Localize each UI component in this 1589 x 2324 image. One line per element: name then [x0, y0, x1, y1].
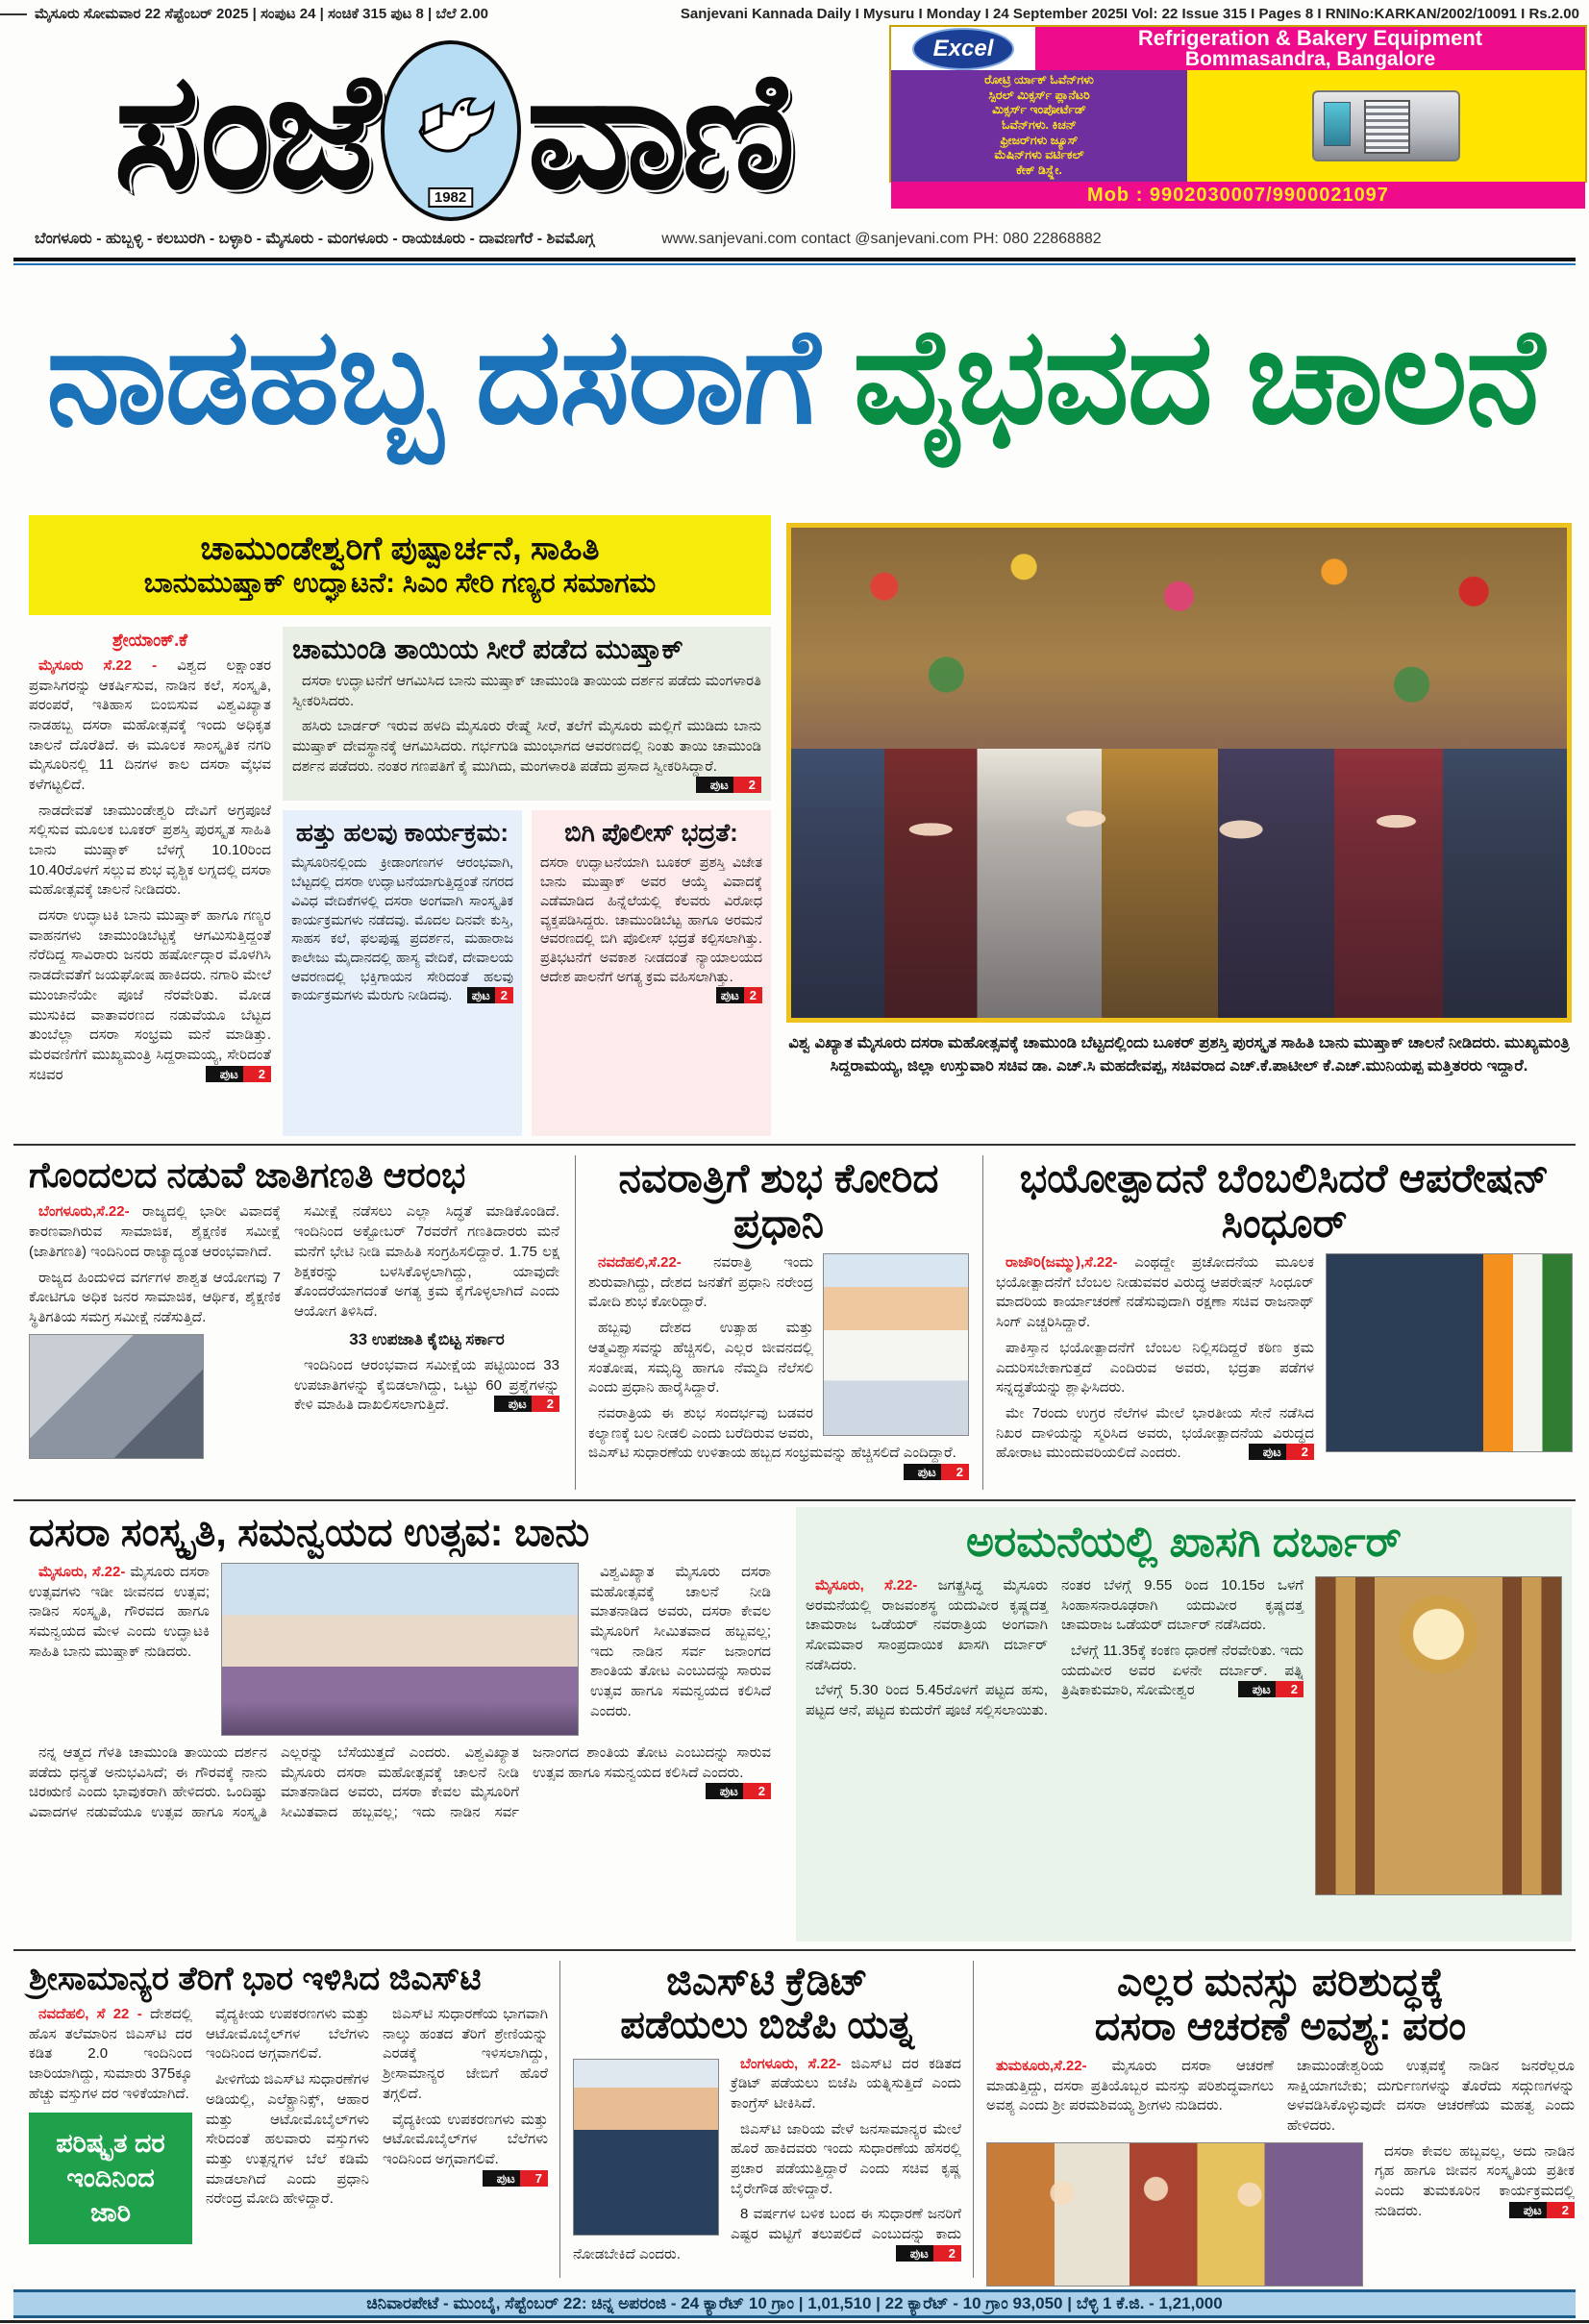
- banu-headline: ದಸರಾ ಸಂಸ್ಕೃತಿ, ಸಮನ್ವಯದ ಉತ್ಸವ: ಬಾನು: [29, 1510, 590, 1554]
- ad-brand-logo: [891, 27, 1035, 70]
- durbar-headline: ಅರಮನೆಯಲ್ಲಿ ಖಾಸಗಿ ದರ್ಬಾರ್: [965, 1519, 1403, 1566]
- lead-photo-people: [791, 749, 1567, 1019]
- headline-part-blue: ನಾಡಹಬ್ಬ ದಸರಾಗೆ: [46, 303, 854, 451]
- sindoor-headline: ಭಯೋತ್ಪಾದನೆ ಬೆಂಬಲಿಸಿದರೆ ಆಪರೇಷನ್ ಸಿಂಧೂರ್: [1019, 1155, 1550, 1247]
- masthead-title-left: ಸಂಜೆ: [113, 40, 375, 221]
- credit-body: ಬೆಂಗಳೂರು, ಸೆ.22- ಜಿಎಸ್‌ಟಿ ದರ ಕಡಿತದ ಕ್ರೆಡಿಟ್ ಪಡೆಯಲು ಬಿಜೆಪಿ ಯತ್ನಿಸುತ್ತಿದೆ ಎಂದು ಕಾಂಗ್ರೆಸ್ ಟೀಕಿಸಿದೆ. ಜಿಎಸ್‌ಟಿ ಜಾರಿಯ ವೇಳೆ ಜನಸಾಮಾನ್ಯರ ಮೇಲೆ ಹೊರೆ ಹಾಕಿದವರು ಇಂದು ಸುಧಾರಣೆಯ ಹೆಸರಲ್ಲಿ ಪ್ರಚಾರ ಪಡೆಯುತ್ತಿದ್ದಾರೆ ಎಂದು ಸಚಿವ ಕೃಷ್ಣ ಬೈರೇಗೌಡ ಹೇಳಿದ್ದಾರೆ. 8 ವರ್ಷಗಳ ಬಳಿಕ ಬಂದ ಈ ಸುಧಾರಣೆ ಜನರಿಗೆ ಎಷ್ಟರ ಮಟ್ಟಿಗೆ ತಲುಪಲಿದೆ ಎಂಬುದನ್ನು ಕಾದು ನೋಡಬೇಕಿದೆ ಎಂದರು. ಪುಟ 2: [573, 2055, 961, 2262]
- page-jump-badge: ಪುಟ 2: [494, 1396, 559, 1412]
- lead-byline: ಶ್ರೇಯಾಂಕ್.ಕೆ: [112, 630, 187, 650]
- caste-headline: ಗೊಂದಲದ ನಡುವೆ ಜಾತಿಗಣತಿ ಆರಂಭ: [29, 1155, 466, 1195]
- article-operation-sindoor: [996, 1155, 1573, 1470]
- lead-photo-dasara-inauguration: [786, 523, 1572, 1023]
- masthead-title-right: ವಾಣಿ: [526, 40, 790, 221]
- gold-rate-ticker: [13, 2289, 1576, 2318]
- divider-rule-blue: [13, 263, 1576, 265]
- page-jump-badge: ಪುಟ 2: [206, 1066, 271, 1082]
- param-top-text: ತುಮಕೂರು,ಸೆ.22- ಮೈಸೂರು ದಸರಾ ಆಚರಣೆ ಮಾಡುತ್ತಿದ್ದು, ದಸರಾ ಪ್ರತಿಯೊಬ್ಬರ ಮನಸ್ಸು ಪರಿಶುದ್ಧವಾಗಲು ಅವಶ್ಯ ಎಂದು ಶ್ರೀ ಪರಮಶಿವಯ್ಯ ಶ್ರೀಗಳು ನುಡಿದರು. ಚಾಮುಂಡೇಶ್ವರಿಯ ಉತ್ಸವಕ್ಕೆ ನಾಡಿನ ಜನರೆಲ್ಲರೂ ಸಾಕ್ಷಿಯಾಗಬೇಕು; ದುರ್ಗುಣಗಳನ್ನು ತೊರೆದು ಸದ್ಗುಣಗಳನ್ನು ಅಳವಡಿಸಿಕೊಳ್ಳುವುದೇ ದಸರಾ ಆಚರಣೆಯ ಮಹತ್ವ ಎಂದು ಹೇಳಿದರು.: [986, 2057, 1575, 2134]
- divider-rule: [13, 258, 1576, 261]
- credit-headline: ಜಿಎಸ್‌ಟಿ ಕ್ರೆಡಿಟ್ ಪಡೆಯಲು ಬಿಜೆಪಿ ಯತ್ನ: [620, 1961, 914, 2046]
- page-jump-badge: ಪುಟ 2: [1249, 1444, 1314, 1460]
- programs-box-title: ಹತ್ತು ಹಲವು ಕಾರ್ಯಕ್ರಮ:: [295, 818, 509, 848]
- masthead-logo: [38, 35, 865, 227]
- ad-product-line: ಫ್ರೀಜರ್‌ಗಳು ಜ್ಯೂಸ್: [1000, 133, 1079, 147]
- programs-box: [283, 810, 522, 1136]
- page-jump-badge: ಪುಟ 2: [467, 987, 513, 1003]
- cities-row: [35, 231, 1563, 248]
- lead-article-right: [283, 627, 771, 1136]
- ad-image-area: [1187, 70, 1585, 181]
- gst-green-box: ಪರಿಷ್ಕೃತ ದರ ಇಂದಿನಿಂದ ಜಾರಿ: [29, 2113, 192, 2244]
- ad-product-line: ಮಿಕ್ಸರ್ಸ್ ಇಂಪೋರ್ಟೆಡ್: [992, 103, 1086, 117]
- article-banu-speech: [29, 1511, 771, 1823]
- lead-paragraph: ದಸರಾ ಉದ್ಘಾಟಕಿ ಬಾನು ಮುಷ್ತಾಕ್ ಹಾಗೂ ಗಣ್ಯರ ವಾಹನಗಳು ಚಾಮುಂಡಿಬೆಟ್ಟಕ್ಕೆ ಆಗಮಿಸುತ್ತಿದ್ದಂತೆ ನೆರೆದಿದ್ದ ಸಾವಿರಾರು ಜನರು ಹರ್ಷೋದ್ಗಾರ ಮೊಳಗಿಸಿ ನಾಡದೇವತೆಗೆ ಜಯಘೋಷ ಹಾಕಿದರು. ನಗಾರಿ ಮೇಲೆ ಮುಂಜಾನೆಯೇ ಪೂಜೆ ನೆರವೇರಿತು. ಮೋಡ ಮುಸುಕಿದ ವಾತಾವರಣದ ನಡುವೆಯೂ ಬೆಟ್ಟದ ತುಂಬೆಲ್ಲಾ ದಸರಾ ಸಂಭ್ರಮ ಮನೆ ಮಾಡಿತ್ತು. ಮೆರವಣಿಗೆಗೆ ಮುಖ್ಯಮಂತ್ರಿ ಸಿದ್ದರಾಮಯ್ಯ, ಸೇರಿದಂತೆ ಸಚಿವರ ಪುಟ 2: [29, 907, 271, 1083]
- ad-product-line: ಸ್ಪಿರಲ್ ಮಿಕ್ಸರ್ಸ್ ಪ್ಲಾನೆಟರಿ: [988, 87, 1090, 102]
- dove-icon: [403, 76, 499, 186]
- saree-subarticle-title: ಚಾಮುಂಡಿ ತಾಯಿಯ ಸೀರೆ ಪಡೆದ ಮುಷ್ತಾಕ್: [292, 634, 683, 665]
- page-jump-badge: ಪುಟ 2: [696, 777, 761, 793]
- page-jump-badge: ಪುಟ 2: [706, 1783, 771, 1799]
- banu-dateline: ಮೈಸೂರು, ಸೆ.22-: [38, 1563, 126, 1580]
- top-right-advertisement[interactable]: [889, 25, 1587, 206]
- durbar-dateline: ಮೈಸೂರು, ಸೆ.22-: [815, 1577, 918, 1594]
- gst-column3: ಜಿಎಸ್‌ಟಿ ಸುಧಾರಣೆಯ ಭಾಗವಾಗಿ ನಾಲ್ಕು ಹಂತದ ತೆರಿಗೆ ಶ್ರೇಣಿಯನ್ನು ಎರಡಕ್ಕೆ ಇಳಿಸಲಾಗಿದ್ದು, ಶ್ರೀಸಾಮಾನ್ಯರ ಜೇಬಿಗೆ ಹೊರೆ ತಗ್ಗಲಿದೆ. ವೈದ್ಯಕೀಯ ಉಪಕರಣಗಳು ಮತ್ತು ಆಟೋಮೊಬೈಲ್‌ಗಳ ಬೆಲೆಗಳು ಇಂದಿನಿಂದ ಅಗ್ಗವಾಗಲಿವೆ. ಪುಟ 7: [383, 2006, 548, 2186]
- page-jump-badge: ಪುಟ 2: [1509, 2202, 1575, 2218]
- ad-body: [891, 70, 1585, 181]
- pm-body: ನವದೆಹಲಿ,ಸೆ.22- ನವರಾತ್ರಿ ಇಂದು ಶುರುವಾಗಿದ್ದು, ದೇಶದ ಜನತೆಗೆ ಪ್ರಧಾನಿ ನರೇಂದ್ರ ಮೋದಿ ಶುಭ ಕೋರಿದ್ದಾರೆ. ಹಬ್ಬವು ದೇಶದ ಉತ್ಸಾಹ ಮತ್ತು ಆತ್ಮವಿಶ್ವಾಸವನ್ನು ಹೆಚ್ಚಿಸಲಿ, ಎಲ್ಲರ ಜೀವನದಲ್ಲಿ ಸಂತೋಷ, ಸಮೃದ್ಧಿ ಹಾಗೂ ನೆಮ್ಮದಿ ನೆಲೆಸಲಿ ಎಂದು ಪ್ರಧಾನಿ ಹಾರೈಸಿದ್ದಾರೆ. ನವರಾತ್ರಿಯ ಈ ಶುಭ ಸಂದರ್ಭವು ಬಡವರ ಕಲ್ಯಾಣಕ್ಕೆ ಬಲ ನೀಡಲಿ ಎಂದು ಬರೆದಿರುವ ಅವರು, ಜಿಎಸ್‌ಟಿ ಸುಧಾರಣೆಯ ಉಳಿತಾಯ ಹಬ್ಬದ ಸಂಭ್ರಮವನ್ನು ಹೆಚ್ಚಿಸಲಿದೆ ಎಂದಿದ್ದಾರೆ. ಪುಟ 2: [588, 1253, 969, 1480]
- gst-column1: ನವದೆಹಲಿ, ಸೆ 22 - ದೇಶದಲ್ಲಿ ಹೊಸ ತಲೆಮಾರಿನ ಜಿಎಸ್‌ಟಿ ದರ ಕಡಿತ 2.0 ಇಂದಿನಿಂದ ಜಾರಿಯಾಗಿದ್ದು, ಸುಮಾರು 375ಕ್ಕೂ ಹೆಚ್ಚು ವಸ್ತುಗಳ ದರ ಇಳಿಕೆಯಾಗಿದೆ. ಪರಿಷ್ಕೃತ ದರ ಇಂದಿನಿಂದ ಜಾರಿ: [29, 2005, 192, 2244]
- article-private-durbar: [796, 1507, 1572, 1941]
- lead-article: [29, 627, 771, 1136]
- section-divider: [13, 1499, 1576, 1501]
- banu-stage-photo: [221, 1563, 579, 1736]
- section-divider: [13, 1949, 1576, 1951]
- ad-mobile-strip: Mob : 9902030007/9900021097: [891, 182, 1585, 209]
- param-dateline: ತುಮಕೂರು,ಸೆ.22-: [996, 2057, 1087, 2074]
- ad-title-line2: Bommasandra, Bangalore: [1184, 48, 1436, 71]
- ad-product-list: [891, 70, 1187, 181]
- section-divider: [13, 1144, 1576, 1146]
- banu-bottom-text: ನನ್ನ ಆತ್ಮದ ಗೆಳತಿ ಚಾಮುಂಡಿ ತಾಯಿಯ ದರ್ಶನ ಪಡೆದು ಧನ್ಯತೆ ಅನುಭವಿಸಿದೆ; ಈ ಗೌರವಕ್ಕೆ ನಾನು ಚಿರಋಣಿ ಎಂದು ಭಾವುಕರಾಗಿ ಹೇಳಿದರು. ಒಂದಿಷ್ಟು ವಿವಾದಗಳ ನಡುವೆಯೂ ಉತ್ಸವ ಹಾಗೂ ಸಂಸ್ಕೃತಿ ಎಲ್ಲರನ್ನು ಬೆಸೆಯುತ್ತದೆ ಎಂದರು. ವಿಶ್ವವಿಖ್ಯಾತ ಮೈಸೂರು ದಸರಾ ಮಹೋತ್ಸವಕ್ಕೆ ಚಾಲನೆ ನೀಡಿ ಮಾತನಾಡಿದ ಅವರು, ದಸರಾ ಕೇವಲ ಮೈಸೂರಿಗೆ ಸೀಮಿತವಾದ ಹಬ್ಬವಲ್ಲ; ಇದು ನಾಡಿನ ಸರ್ವ ಜನಾಂಗದ ಶಾಂತಿಯ ತೋಟ ಎಂಬುದನ್ನು ಸಾರುವ ಉತ್ಸವ ಹಾಗೂ ಸಮನ್ವಯದ ಕಲಿಸಿದೆ ಎಂದರು. ಪುಟ 2: [29, 1743, 771, 1820]
- page-jump-badge: ಪುಟ 2: [716, 987, 762, 1003]
- param-headline: ಎಲ್ಲರ ಮನಸ್ಸು ಪರಿಶುದ್ಧಕ್ಕೆ ದಸರಾ ಆಚರಣೆ ಅವಶ್ಯ: ಪರಂ: [1094, 1960, 1467, 2048]
- param-group-photo: [986, 2142, 1363, 2287]
- ad-product-line: ರೋಟ್ರಿ ರ್ಯಾಕ್ ಓವೆನ್‌ಗಳು: [984, 73, 1094, 87]
- lead-paragraph: ಮೈಸೂರು ಸೆ.22 - ವಿಶ್ವದ ಲಕ್ಷಾಂತರ ಪ್ರವಾಸಿಗರನ್ನು ಆಕರ್ಷಿಸುವ, ನಾಡಿನ ಕಲೆ, ಸಂಸ್ಕೃತಿ, ಪರಂಪರೆ, ಇತಿಹಾಸ ಬಿಂಬಿಸುವ ವಿಶ್ವವಿಖ್ಯಾತ ನಾಡಹಬ್ಬ ದಸರಾ ಮಹೋತ್ಸವಕ್ಕೆ ಇಂದು ಅಧಿಕೃತ ಚಾಲನೆ ದೊರೆತಿದೆ. ಈ ಮೂಲಕ ಸಾಂಸ್ಕೃತಿಕ ನಗರಿ ಮೈಸೂರಿನಲ್ಲಿ 11 ದಿನಗಳ ಕಾಲ ದಸರಾ ವೈಭವ ಕಳೆಗಟ್ಟಲಿದೆ.: [29, 656, 272, 793]
- lead-subhead-box: [29, 515, 771, 615]
- main-banner-headline: [0, 275, 1589, 481]
- edition-cities: ಬೆಂಗಳೂರು - ಹುಬ್ಬಳ್ಳಿ - ಕಲಬುರಗಿ - ಬಳ್ಳಾರಿ - ಮೈಸೂರು - ಮಂಗಳೂರು - ರಾಯಚೂರು - ದಾವಣಗೆರೆ - ಶಿವಮೊಗ್ಗ: [35, 231, 595, 247]
- column-divider: [973, 1961, 974, 2278]
- excel-logo: Excel: [912, 28, 1015, 70]
- durbar-palace-photo: [1315, 1576, 1562, 1895]
- caste-column1: ಬೆಂಗಳೂರು,ಸೆ.22- ರಾಜ್ಯದಲ್ಲಿ ಭಾರೀ ವಿವಾದಕ್ಕೆ ಕಾರಣವಾಗಿರುವ ಸಾಮಾಜಿಕ, ಶೈಕ್ಷಣಿಕ ಸಮೀಕ್ಷೆ (ಜಾತಿಗಣತಿ) ಇಂದಿನಿಂದ ರಾಜ್ಯಾದ್ಯಂತ ಆರಂಭವಾಗಿದೆ. ರಾಜ್ಯದ ಹಿಂದುಳಿದ ವರ್ಗಗಳ ಶಾಶ್ವತ ಆಯೋಗವು 7 ಕೋಟಿಗೂ ಅಧಿಕ ಜನರ ಸಾಮಾಜಿಕ, ಆರ್ಥಿಕ, ಶೈಕ್ಷಣಿಕ ಸ್ಥಿತಿಗತಿಯ ಸಮಗ್ರ ಸಮೀಕ್ಷೆ ನಡೆಸುತ್ತಿದೆ.: [29, 1202, 281, 1458]
- saree-subarticle-box: [283, 627, 771, 801]
- gst-headline: ಶ್ರೀಸಾಮಾನ್ಯರ ತೆರಿಗೆ ಭಾರ ಇಳಿಸಿದ ಜಿಎಸ್‌ಟಿ: [29, 1961, 482, 1997]
- ad-product-line: ಓವೆನ್‌ಗಳು. ಕಿಚನ್: [1002, 118, 1077, 133]
- ad-product-line: ಮೆಷಿನ್‌ಗಳು ವರ್ಟಿಕಲ್: [994, 148, 1084, 162]
- column-divider: [982, 1155, 983, 1490]
- website-contact: www.sanjevani.com contact @sanjevani.com PH: 080 22868882: [661, 231, 1102, 247]
- corner-rule: [0, 13, 27, 15]
- banu-column2: ವಿಶ್ವವಿಖ್ಯಾತ ಮೈಸೂರು ದಸರಾ ಮಹೋತ್ಸವಕ್ಕೆ ಚಾಲನೆ ನೀಡಿ ಮಾತನಾಡಿದ ಅವರು, ದಸರಾ ಕೇವಲ ಮೈಸೂರಿಗೆ ಸೀಮಿತವಾದ ಹಬ್ಬವಲ್ಲ; ಇದು ನಾಡಿನ ಸರ್ವ ಜನಾಂಗದ ಶಾಂತಿಯ ತೋಟ ಎಂಬುದನ್ನು ಸಾರುವ ಉತ್ಸವ ಹಾಗೂ ಸಮನ್ವಯದ ಕಲಿಸಿದೆ ಎಂದರು.: [590, 1563, 771, 1719]
- security-box-body: ದಸರಾ ಉದ್ಘಾಟನೆಯಾಗಿ ಬೂಕರ್ ಪ್ರಶಸ್ತಿ ವಿಜೇತ ಬಾನು ಮುಷ್ತಾಕ್ ಅವರ ಆಯ್ಕೆ ವಿವಾದಕ್ಕೆ ಎಡೆಮಾಡಿದ ಹಿನ್ನೆಲೆಯಲ್ಲಿ ಕೆಲವರು ವಿರೋಧ ವ್ಯಕ್ತಪಡಿಸಿದ್ದರು. ಚಾಮುಂಡಿಬೆಟ್ಟ ಹಾಗೂ ಅರಮನೆ ಆವರಣದಲ್ಲಿ ಬಿಗಿ ಪೊಲೀಸ್ ಭದ್ರತೆ ಕಲ್ಪಿಸಲಾಗಿತ್ತು. ಪ್ರತಿಭಟನೆಗೆ ಅವಕಾಶ ನೀಡದಂತೆ ನ್ಯಾಯಾಲಯದ ಆದೇಶ ಪಾಲನೆಗೆ ಅಗತ್ಯ ಕ್ರಮ ವಹಿಸಲಾಗಿತ್ತು. ಪುಟ 2: [540, 855, 762, 1003]
- saree-paragraph: ಹಸಿರು ಬಾರ್ಡರ್ ಇರುವ ಹಳದಿ ಮೈಸೂರು ರೇಷ್ಮೆ ಸೀರೆ, ತಲೆಗೆ ಮೈಸೂರು ಮಲ್ಲಿಗೆ ಮುಡಿದು ಬಾನು ಮುಷ್ತಾಕ್ ದೇವಸ್ಥಾನಕ್ಕೆ ಆಗಮಿಸಿದರು. ಗರ್ಭಗುಡಿ ಮುಂಭಾಗದ ಆವರಣದಲ್ಲಿ ನಿಂತು ತಾಯಿ ಚಾಮುಂಡಿ ದರ್ಶನ ಪಡೆದರು. ನಂತರ ಗಣಪತಿಗೆ ಕೈ ಮುಗಿದು, ಮಂಗಳಾರತಿ ಪಡೆದು ಪ್ರಸಾದ ಸ್ವೀಕರಿಸಿದ್ದಾರೆ. ಪುಟ 2: [292, 718, 761, 793]
- saree-paragraph: ದಸರಾ ಉದ್ಘಾಟನೆಗೆ ಆಗಮಿಸಿದ ಬಾನು ಮುಷ್ತಾಕ್ ಚಾಮುಂಡಿ ತಾಯಿಯ ದರ್ಶನ ಪಡೆದು ಮಂಗಳಾರತಿ ಸ್ವೀಕರಿಸಿದರು.: [292, 673, 761, 709]
- credit-minister-photo: [573, 2059, 719, 2236]
- sindoor-body: ರಾಜೌರಿ(ಜಮ್ಮು),ಸೆ.22- ಎಂಥದ್ದೇ ಪ್ರಚೋದನೆಯ ಮೂಲಕ ಭಯೋತ್ಪಾದನೆಗೆ ಬೆಂಬಲ ನೀಡುವವರ ವಿರುದ್ಧ ಆಪರೇಷನ್ ಸಿಂಧೂರ್ ಮಾದರಿಯ ಕಾರ್ಯಾಚರಣೆ ನಡೆಸುವುದಾಗಿ ರಕ್ಷಣಾ ಸಚಿವ ರಾಜನಾಥ್ ಸಿಂಗ್ ಎಚ್ಚರಿಸಿದ್ದಾರೆ. ಪಾಕಿಸ್ತಾನ ಭಯೋತ್ಪಾದನೆಗೆ ಬೆಂಬಲ ನಿಲ್ಲಿಸದಿದ್ದರೆ ಕಠಿಣ ಕ್ರಮ ಎದುರಿಸಬೇಕಾಗುತ್ತದೆ ಎಂದಿರುವ ಅವರು, ಭದ್ರತಾ ಪಡೆಗಳ ಸನ್ನದ್ಧತೆಯನ್ನು ಶ್ಲಾಘಿಸಿದರು. ಮೇ 7ರಂದು ಉಗ್ರರ ನೆಲೆಗಳ ಮೇಲೆ ಭಾರತೀಯ ಸೇನೆ ನಡೆಸಿದ ನಿಖರ ದಾಳಿಯನ್ನು ಸ್ಮರಿಸಿದ ಅವರು, ಭಯೋತ್ಪಾದನೆಯ ವಿರುದ್ಧದ ಹೋರಾಟ ಮುಂದುವರಿಯಲಿದೆ ಎಂದರು. ಪುಟ 2: [996, 1254, 1315, 1462]
- article-caste-census: [29, 1155, 559, 1459]
- bottom-rule: [0, 2320, 1589, 2323]
- caste-photo: [29, 1334, 204, 1459]
- headline-part-green: ವೈಭವದ ಚಾಲನೆ: [853, 303, 1543, 451]
- page-jump-badge: ಪುಟ 7: [483, 2170, 548, 2187]
- page-jump-badge: ಪುಟ 2: [896, 2245, 961, 2262]
- oven-image: [1312, 90, 1460, 161]
- ad-title-block: [1035, 27, 1585, 70]
- gold-rate-text: ಚಿನಿವಾರಪೇಟೆ - ಮುಂಬೈ, ಸೆಪ್ಟೆಂಬರ್ 22: ಚಿನ್ನ ಅಪರಂಜಿ - 24 ಕ್ಯಾರೆಟ್ 10 ಗ್ರಾಂ | 1,01,510 | 22 ಕ್ಯಾರೆಟ್ - 10 ಗ್ರಾಂ 93,050 | ಬೆಳ್ಳಿ 1 ಕೆ.ಜಿ. - 1,21,000: [366, 2294, 1223, 2312]
- caste-subhead: 33 ಉಪಜಾತಿ ಕೈಬಿಟ್ಟ ಸರ್ಕಾರ: [349, 1329, 505, 1348]
- article-param-dasara: [986, 1961, 1575, 2287]
- edition-info-kannada: ಮೈಸೂರು ಸೋಮವಾರ 22 ಸೆಪ್ಟೆಂಬರ್ 2025 | ಸಂಪುಟ 24 | ಸಂಚಿಕೆ 315 ಪುಟ 8 | ಬೆಲೆ 2.00: [35, 6, 488, 22]
- pm-dateline: ನವದೆಹಲಿ,ಸೆ.22-: [598, 1254, 682, 1272]
- programs-box-body: ಮೈಸೂರಿನಲ್ಲಿಂದು ಕ್ರೀಡಾಂಗಣಗಳ ಆರಂಭವಾಗಿ, ಬೆಟ್ಟದಲ್ಲಿ ದಸರಾ ಉದ್ಘಾಟನೆಯಾಗುತ್ತಿದ್ದಂತೆ ನಗರದ ವಿವಿಧ ವೇದಿಕೆಗಳಲ್ಲಿ ದಸರಾ ಅಂಗವಾಗಿ ಸಾಂಸ್ಕೃತಿಕ ಕಾರ್ಯಕ್ರಮಗಳು ನಡೆದವು. ಮೊದಲ ದಿನವೇ ಕುಸ್ತಿ, ಸಾಹಸ ಕಲೆ, ಫಲಪುಷ್ಪ ಪ್ರದರ್ಶನ, ಮಹಾರಾಜ ಕಾಲೇಜು ಮೈದಾನದಲ್ಲಿ ಹಾಸ್ಯ ವೇದಿಕೆ, ದೇವಾಲಯ ಆವರಣದಲ್ಲಿ ಭಕ್ತಿಗಾಯನ ಸೇರಿದಂತೆ ಹಲವು ಕಾರ್ಯಕ್ರಮಗಳು ಮೆರುಗು ನೀಡಿದವು. ಪುಟ 2: [291, 855, 513, 1004]
- pm-headline: ನವರಾತ್ರಿಗೆ ಶುಭ ಕೋರಿದ ಪ್ರಧಾನಿ: [618, 1155, 939, 1247]
- column-divider: [575, 1155, 576, 1490]
- credit-dateline: ಬೆಂಗಳೂರು, ಸೆ.22-: [740, 2055, 841, 2072]
- security-box: [532, 810, 771, 1136]
- lead-dateline: ಮೈಸೂರು ಸೆ.22 -: [38, 656, 158, 674]
- durbar-body-text: ಮೈಸೂರು, ಸೆ.22- ಜಗತ್ಪ್ರಸಿದ್ಧ ಮೈಸೂರು ಅರಮನೆಯಲ್ಲಿ ರಾಜವಂಶಸ್ಥ ಯದುವೀರ ಕೃಷ್ಣದತ್ತ ಚಾಮರಾಜ ಒಡೆಯರ್ ನವರಾತ್ರಿಯ ಅಂಗವಾಗಿ ಸೋಮವಾರ ಸಾಂಪ್ರದಾಯಿಕ ಖಾಸಗಿ ದರ್ಬಾರ್ ನಡೆಸಿದರು. ಬೆಳಗ್ಗೆ 5.30 ರಿಂದ 5.45ರೊಳಗೆ ಪಟ್ಟದ ಹಸು, ಪಟ್ಟದ ಆನೆ, ಪಟ್ಟದ ಕುದುರೆಗೆ ಪೂಜೆ ಸಲ್ಲಿಸಲಾಯಿತು. ನಂತರ ಬೆಳಗ್ಗೆ 9.55 ರಿಂದ 10.15ರ ಒಳಗೆ ಸಿಂಹಾಸನಾರೂಢರಾಗಿ ಯದುವೀರ ಕೃಷ್ಣದತ್ತ ಚಾಮರಾಜ ಒಡೆಯರ್ ದರ್ಬಾರ್ ನಡೆಸಿದರು. ಬೆಳಗ್ಗೆ 11.35ಕ್ಕೆ ಕಂಕಣ ಧಾರಣೆ ನೆರವೇರಿತು. ಇದು ಯದುವೀರ ಅವರ ಏಳನೇ ದರ್ಬಾರ್. ಪತ್ನಿ ತ್ರಿಷಿಕಾಕುಮಾರಿ, ಸೋಮೇಶ್ವರ ಪುಟ 2: [806, 1577, 1303, 1719]
- ad-header: [891, 27, 1585, 70]
- page-jump-badge: ಪುಟ 2: [904, 1464, 969, 1480]
- gst-column2: ವೈದ್ಯಕೀಯ ಉಪಕರಣಗಳು ಮತ್ತು ಆಟೋಮೊಬೈಲ್‌ಗಳ ಬೆಲೆಗಳು ಇಂದಿನಿಂದ ಅಗ್ಗವಾಗಲಿವೆ. ಪೀಳಿಗೆಯ ಜಿಎಸ್‌ಟಿ ಸುಧಾರಣೆಗಳ ಅಡಿಯಲ್ಲಿ, ಎಲೆಕ್ಟ್ರಾನಿಕ್ಸ್, ಆಹಾರ ಮತ್ತು ಆಟೋಮೊಬೈಲ್‌ಗಳು ಸೇರಿದಂತೆ ಹಲವಾರು ವಸ್ತುಗಳು ಮತ್ತು ಉತ್ಪನ್ನಗಳ ಬೆಲೆ ಕಡಿಮೆ ಮಾಡಲಾಗಿದೆ ಎಂದು ಪ್ರಧಾನಿ ನರೇಂದ್ರ ಮೋದಿ ಹೇಳಿದ್ದಾರೆ.: [206, 2006, 369, 2208]
- banu-column1: ಮೈಸೂರು, ಸೆ.22- ಮೈಸೂರು ದಸರಾ ಉತ್ಸವಗಳು ಇಡೀ ಜೀವನದ ಉತ್ಸವ; ನಾಡಿನ ಸಂಸ್ಕೃತಿ, ಗೌರವದ ಹಾಗೂ ಸಮನ್ವಯದ ಮೇಳ ಎಂದು ಉದ್ಘಾಟಕಿ ಸಾಹಿತಿ ಬಾನು ಮುಷ್ತಾಕ್ ನುಡಿದರು.: [29, 1563, 211, 1660]
- sindoor-rajnath-photo-with-flag: [1326, 1253, 1573, 1452]
- ad-title-line1: Refrigeration & Bakery Equipment: [1137, 26, 1483, 50]
- ad-product-line: ಕೇಕ್ ಡಿಸ್ಪ್ಲೇ.: [1016, 162, 1062, 177]
- param-bottom-text: ದಸರಾ ಕೇವಲ ಹಬ್ಬವಲ್ಲ, ಅದು ನಾಡಿನ ಗೃಹ ಹಾಗೂ ಜೀವನ ಸಂಸ್ಕೃತಿಯ ಪ್ರತೀಕ ಎಂದು ತುಮಕೂರಿನ ಕಾರ್ಯಕ್ರಮದಲ್ಲಿ ನುಡಿದರು. ಪುಟ 2: [1375, 2142, 1575, 2219]
- gst-dateline: ನವದೆಹಲಿ, ಸೆ 22 -: [38, 2006, 142, 2023]
- page-jump-badge: ಪುಟ 2: [1238, 1681, 1303, 1697]
- top-meta-bar: [35, 6, 1579, 22]
- lead-photo-caption: ವಿಶ್ವ ವಿಖ್ಯಾತ ಮೈಸೂರು ದಸರಾ ಮಹೋತ್ಸವಕ್ಕೆ ಚಾಮುಂಡಿ ಬೆಟ್ಟದಲ್ಲಿಂದು ಬೂಕರ್ ಪ್ರಶಸ್ತಿ ಪುರಸ್ಕೃತ ಸಾಹಿತಿ ಬಾನು ಮುಷ್ತಾಕ್ ಚಾಲನೆ ನೀಡಿದರು. ಮುಖ್ಯಮಂತ್ರಿ ಸಿದ್ದರಾಮಯ್ಯ, ಜಿಲ್ಲಾ ಉಸ್ತುವಾರಿ ಸಚಿವ ಡಾ. ಎಚ್.ಸಿ ಮಹದೇವಪ್ಪ, ಸಚಿವರಾದ ಎಚ್.ಕೆ.ಪಾಟೀಲ್ ಕೆ.ಎಚ್.ಮುನಿಯಪ್ಪ ಮತ್ತಿತರರು ಇದ್ದಾರೆ.: [788, 1034, 1570, 1075]
- dove-emblem: [381, 40, 521, 221]
- caste-column2: ಸಮೀಕ್ಷೆ ನಡೆಸಲು ಎಲ್ಲಾ ಸಿದ್ಧತೆ ಮಾಡಿಕೊಂಡಿದೆ. ಇಂದಿನಿಂದ ಅಕ್ಟೋಬರ್ 7ರವರೆಗೆ ಗಣತಿದಾರರು ಮನೆ ಮನೆಗೆ ಭೇಟಿ ನೀಡಿ ಮಾಹಿತಿ ಸಂಗ್ರಹಿಸಲಿದ್ದಾರೆ. 1.75 ಲಕ್ಷ ಶಿಕ್ಷಕರನ್ನು ಬಳಸಿಕೊಳ್ಳಲಾಗಿದ್ದು, ಯಾವುದೇ ತೊಂದರೆಯಾಗದಂತೆ ಅಗತ್ಯ ಕ್ರಮ ಕೈಗೊಳ್ಳಲಾಗಿದೆ ಎಂದು ಆಯೋಗ ತಿಳಿಸಿದೆ. 33 ಉಪಜಾತಿ ಕೈಬಿಟ್ಟ ಸರ್ಕಾರ ಇಂದಿನಿಂದ ಆರಂಭವಾದ ಸಮೀಕ್ಷೆಯ ಪಟ್ಟಿಯಿಂದ 33 ಉಪಜಾತಿಗಳನ್ನು ಕೈಬಿಡಲಾಗಿದ್ದು, ಒಟ್ಟು 60 ಪ್ರಶ್ನೆಗಳನ್ನು ಕೇಳಿ ಮಾಹಿತಿ ದಾಖಲಿಸಲಾಗುತ್ತಿದೆ. ಪುಟ 2: [294, 1203, 559, 1414]
- masthead-year: 1982: [428, 187, 473, 208]
- article-gst-relief: [29, 1961, 548, 2244]
- caste-dateline: ಬೆಂಗಳೂರು,ಸೆ.22-: [38, 1203, 130, 1221]
- lead-subhead-line2: ಬಾನುಮುಷ್ತಾಕ್ ಉದ್ಘಾಟನೆ: ಸಿಎಂ ಸೇರಿ ಗಣ್ಯರ ಸಮಾಗಮ: [143, 568, 657, 599]
- sindoor-dateline: ರಾಜೌರಿ(ಜಮ್ಮು),ಸೆ.22-: [1006, 1254, 1118, 1272]
- edition-info-english: Sanjevani Kannada Daily I Mysuru I Monday I 24 September 2025I Vol: 22 Issue 315 I Pages 8 I RNINo:KARKAN/2002/10091 I Rs.2.00: [680, 6, 1579, 22]
- column-divider: [559, 1961, 560, 2278]
- lead-subhead-line1: ಚಾಮುಂಡೇಶ್ವರಿಗೆ ಪುಷ್ಪಾರ್ಚನೆ, ಸಾಹಿತಿ: [200, 531, 600, 567]
- lead-paragraph: ನಾಡದೇವತೆ ಚಾಮುಂಡೇಶ್ವರಿ ದೇವಿಗೆ ಅಗ್ರಪೂಜೆ ಸಲ್ಲಿಸುವ ಮೂಲಕ ಬೂಕರ್ ಪ್ರಶಸ್ತಿ ಪುರಸ್ಕೃತ ಸಾಹಿತಿ ಬಾನು ಮುಷ್ತಾಕ್ ಬೆಳಗ್ಗೆ 10.10ರಿಂದ 10.40ರೊಳಗೆ ಸಲ್ಲುವ ಶುಭ ವೃಶ್ಚಿಕ ಲಗ್ನದಲ್ಲಿ ದಸರಾ ಮಹೋತ್ಸವಕ್ಕೆ ಚಾಲನೆ ನೀಡಿದರು.: [29, 802, 271, 899]
- article-gst-credit: [573, 1961, 961, 2270]
- article-pm-navratri: [588, 1155, 969, 1480]
- pm-modi-photo: [823, 1253, 969, 1436]
- lead-article-column1: [29, 627, 271, 1136]
- security-box-title: ಬಿಗಿ ಪೊಲೀಸ್ ಭದ್ರತೆ:: [564, 818, 738, 848]
